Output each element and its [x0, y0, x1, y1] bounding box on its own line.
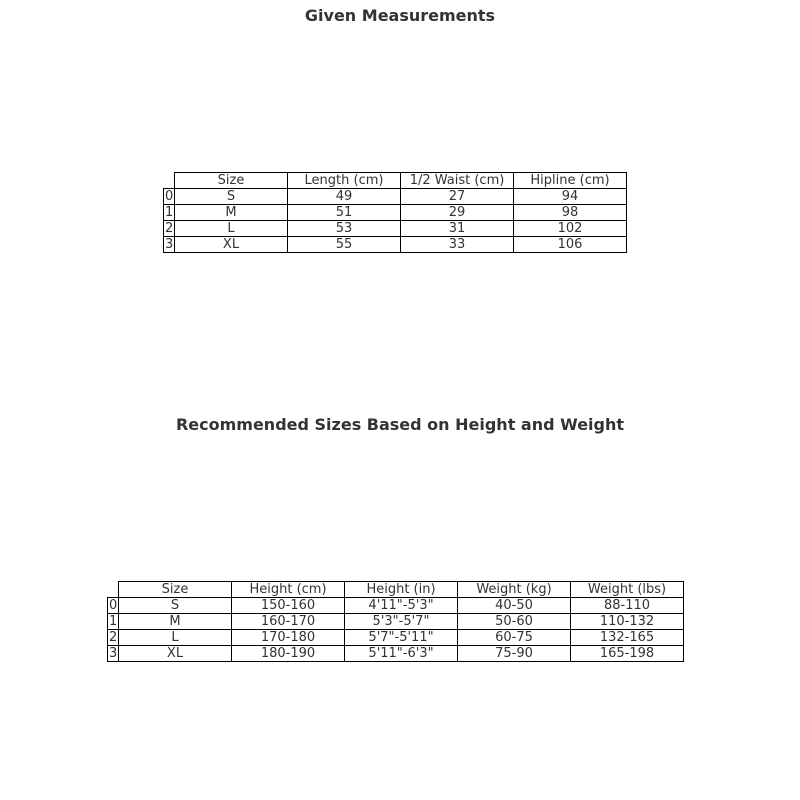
table-cell: 150-160 — [232, 598, 345, 614]
table-row — [108, 598, 684, 614]
table-cell: 55 — [288, 237, 401, 253]
row-index: 0 — [165, 189, 174, 204]
table-row — [164, 189, 627, 205]
column-header: Size — [119, 582, 232, 598]
table-row — [108, 614, 684, 630]
table-cell: 110-132 — [571, 614, 684, 630]
table-cell: 4'11"-5'3" — [345, 598, 458, 614]
table-cell: 5'7"-5'11" — [345, 630, 458, 646]
table-row — [164, 221, 627, 237]
column-header: 1/2 Waist (cm) — [401, 173, 514, 189]
table-cell: S — [175, 189, 288, 205]
table-cell: 88-110 — [571, 598, 684, 614]
table-cell: XL — [119, 646, 232, 662]
header-row — [164, 173, 627, 189]
table-cell: 106 — [514, 237, 627, 253]
table-cell: M — [119, 614, 232, 630]
table-cell: 170-180 — [232, 630, 345, 646]
row-index: 3 — [109, 646, 118, 661]
column-header: Weight (kg) — [458, 582, 571, 598]
table-cell: 180-190 — [232, 646, 345, 662]
table-cell: L — [175, 221, 288, 237]
table-cell: M — [175, 205, 288, 221]
table-cell: 132-165 — [571, 630, 684, 646]
table-cell: 160-170 — [232, 614, 345, 630]
table-cell: 49 — [288, 189, 401, 205]
table-row — [164, 237, 627, 253]
table-cell: 33 — [401, 237, 514, 253]
table-cell: 40-50 — [458, 598, 571, 614]
column-header: Size — [175, 173, 288, 189]
corner-cell — [108, 582, 119, 598]
table-cell: L — [119, 630, 232, 646]
table-cell: XL — [175, 237, 288, 253]
table-cell: 53 — [288, 221, 401, 237]
table-cell: 50-60 — [458, 614, 571, 630]
row-index: 2 — [109, 630, 118, 645]
table-cell: 29 — [401, 205, 514, 221]
row-index: 2 — [165, 221, 174, 236]
header-row — [108, 582, 684, 598]
table-cell: 5'11"-6'3" — [345, 646, 458, 662]
row-index: 3 — [165, 237, 174, 252]
chart-title-measurements: Given Measurements — [304, 6, 496, 25]
table-cell: 102 — [514, 221, 627, 237]
table-cell: S — [119, 598, 232, 614]
table-cell: 165-198 — [571, 646, 684, 662]
column-header: Weight (lbs) — [571, 582, 684, 598]
recommended-sizes-table — [107, 581, 684, 662]
row-index: 0 — [109, 598, 118, 613]
column-header: Length (cm) — [288, 173, 401, 189]
column-header: Height (in) — [345, 582, 458, 598]
column-header: Height (cm) — [232, 582, 345, 598]
row-index: 1 — [109, 614, 118, 629]
table-cell: 98 — [514, 205, 627, 221]
chart-title-recommended-sizes: Recommended Sizes Based on Height and Weight — [175, 415, 625, 434]
table-cell: 94 — [514, 189, 627, 205]
table-cell: 75-90 — [458, 646, 571, 662]
corner-cell — [164, 173, 175, 189]
table-cell: 5'3"-5'7" — [345, 614, 458, 630]
column-header: Hipline (cm) — [514, 173, 627, 189]
table-row — [108, 646, 684, 662]
table-row — [108, 630, 684, 646]
measurements-table — [163, 172, 627, 253]
table-cell: 31 — [401, 221, 514, 237]
table-cell: 60-75 — [458, 630, 571, 646]
table-row — [164, 205, 627, 221]
row-index: 1 — [165, 205, 174, 220]
table-cell: 51 — [288, 205, 401, 221]
table-cell: 27 — [401, 189, 514, 205]
